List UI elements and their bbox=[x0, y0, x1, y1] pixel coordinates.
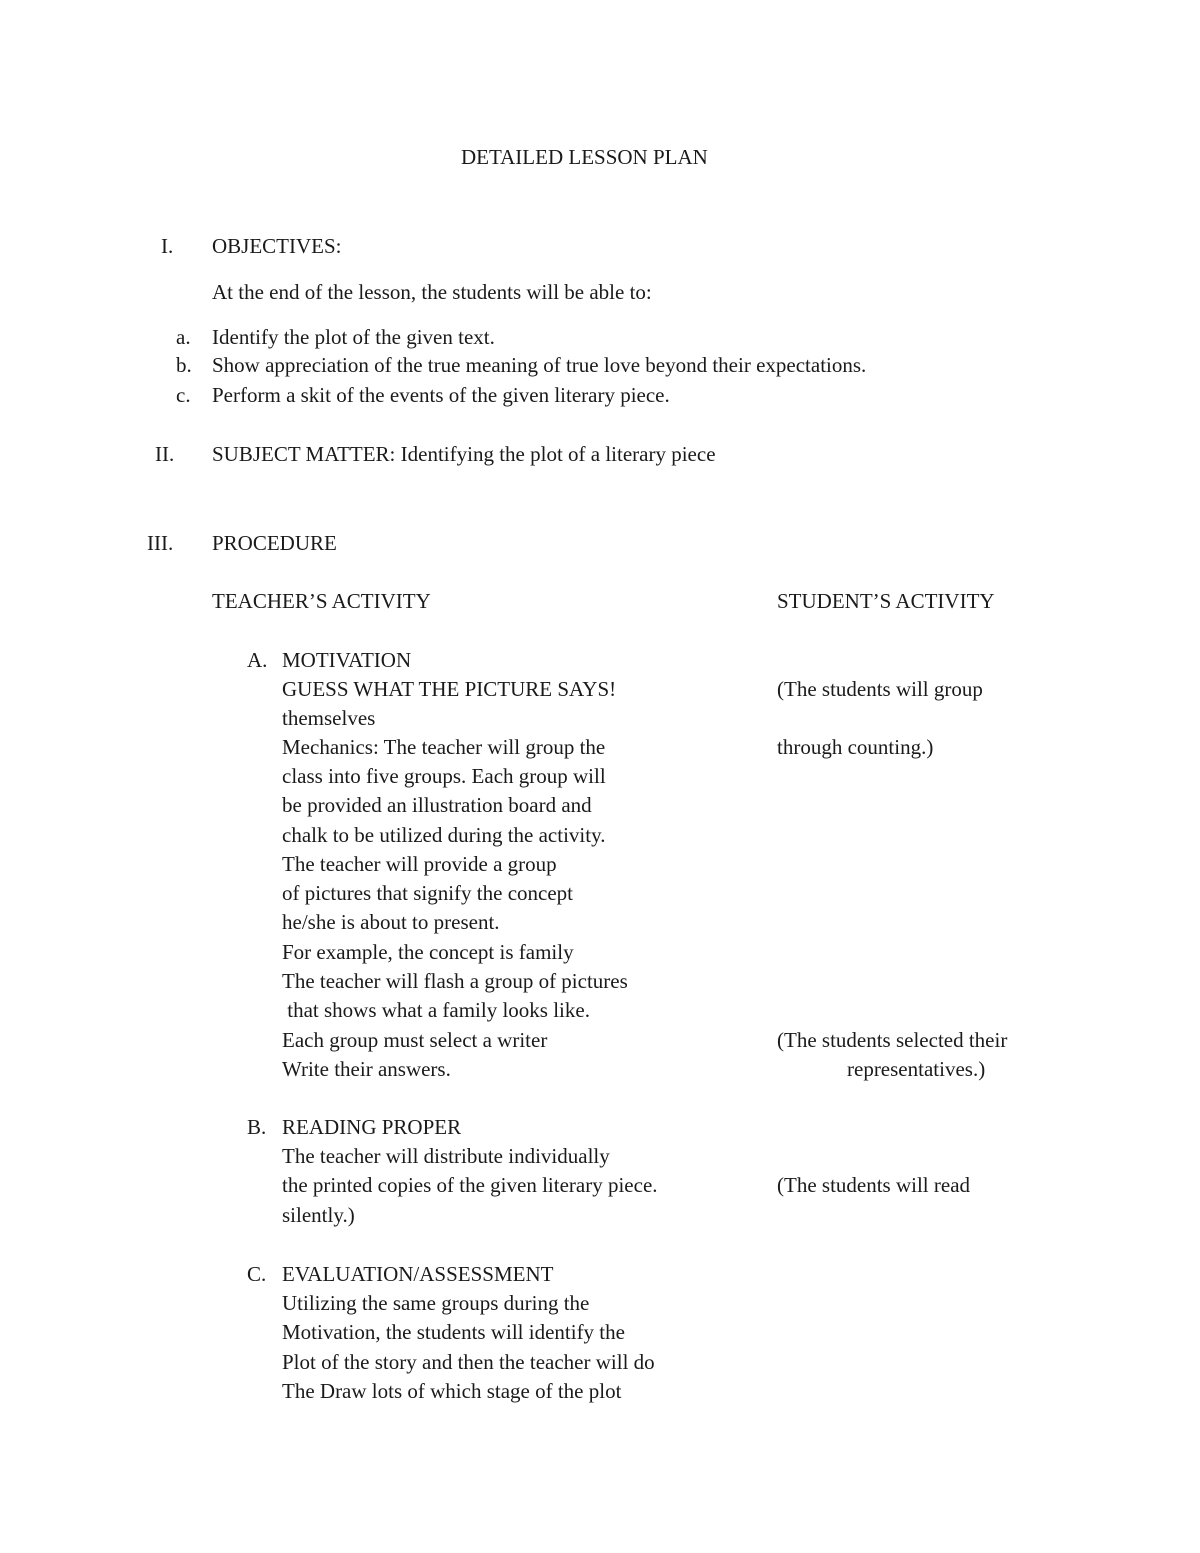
teacher-line: Mechanics: The teacher will group the bbox=[282, 735, 606, 759]
teacher-line: For example, the concept is family bbox=[282, 940, 574, 964]
teacher-line: he/she is about to present. bbox=[282, 910, 500, 934]
part-c-heading: EVALUATION/ASSESSMENT bbox=[282, 1262, 554, 1286]
teacher-line: silently.) bbox=[282, 1203, 355, 1227]
document-title: DETAILED LESSON PLAN bbox=[461, 145, 708, 169]
objective-item-b: Show appreciation of the true meaning of true love beyond their expectations. bbox=[212, 353, 867, 377]
student-line: (The students selected their bbox=[777, 1028, 1008, 1052]
teacher-line: The teacher will flash a group of pictures bbox=[282, 969, 628, 993]
part-a-heading: MOTIVATION bbox=[282, 648, 412, 672]
objective-marker-c: c. bbox=[176, 383, 191, 407]
student-line: representatives.) bbox=[847, 1057, 986, 1081]
student-line: (The students will group bbox=[777, 677, 983, 701]
part-a-marker: A. bbox=[247, 648, 268, 672]
teacher-line: Motivation, the students will identify the bbox=[282, 1320, 625, 1344]
student-activity-header: STUDENT’S ACTIVITY bbox=[777, 589, 995, 613]
teacher-line: that shows what a family looks like. bbox=[282, 998, 590, 1022]
student-line: (The students will read bbox=[777, 1173, 971, 1197]
teacher-line: Each group must select a writer bbox=[282, 1028, 548, 1052]
part-b-marker: B. bbox=[247, 1115, 267, 1139]
teacher-line: the printed copies of the given literary piece. bbox=[282, 1173, 658, 1197]
teacher-line: Utilizing the same groups during the bbox=[282, 1291, 590, 1315]
section-3-numeral: III. bbox=[147, 531, 174, 555]
subject-matter: SUBJECT MATTER: Identifying the plot of a literary piece bbox=[212, 442, 716, 466]
teacher-line: Write their answers. bbox=[282, 1057, 451, 1081]
teacher-line: The teacher will distribute individually bbox=[282, 1144, 610, 1168]
teacher-line: Plot of the story and then the teacher will do bbox=[282, 1350, 655, 1374]
objectives-intro: At the end of the lesson, the students will be able to: bbox=[212, 280, 652, 304]
objective-marker-a: a. bbox=[176, 325, 191, 349]
objective-item-a: Identify the plot of the given text. bbox=[212, 325, 495, 349]
teacher-line: chalk to be utilized during the activity. bbox=[282, 823, 606, 847]
teacher-line: The teacher will provide a group bbox=[282, 852, 557, 876]
objective-marker-b: b. bbox=[176, 353, 192, 377]
section-2-numeral: II. bbox=[155, 442, 175, 466]
section-1-numeral: I. bbox=[161, 234, 174, 258]
section-3-heading: PROCEDURE bbox=[212, 531, 337, 555]
section-1-heading: OBJECTIVES: bbox=[212, 234, 342, 258]
student-line: through counting.) bbox=[777, 735, 934, 759]
objective-item-c: Perform a skit of the events of the given literary piece. bbox=[212, 383, 670, 407]
teacher-line: The Draw lots of which stage of the plot bbox=[282, 1379, 622, 1403]
teacher-activity-header: TEACHER’S ACTIVITY bbox=[212, 589, 431, 613]
teacher-line: themselves bbox=[282, 706, 376, 730]
teacher-line: be provided an illustration board and bbox=[282, 793, 592, 817]
teacher-line: class into five groups. Each group will bbox=[282, 764, 606, 788]
teacher-line: of pictures that signify the concept bbox=[282, 881, 573, 905]
part-b-heading: READING PROPER bbox=[282, 1115, 462, 1139]
teacher-line: GUESS WHAT THE PICTURE SAYS! bbox=[282, 677, 617, 701]
part-c-marker: C. bbox=[247, 1262, 267, 1286]
